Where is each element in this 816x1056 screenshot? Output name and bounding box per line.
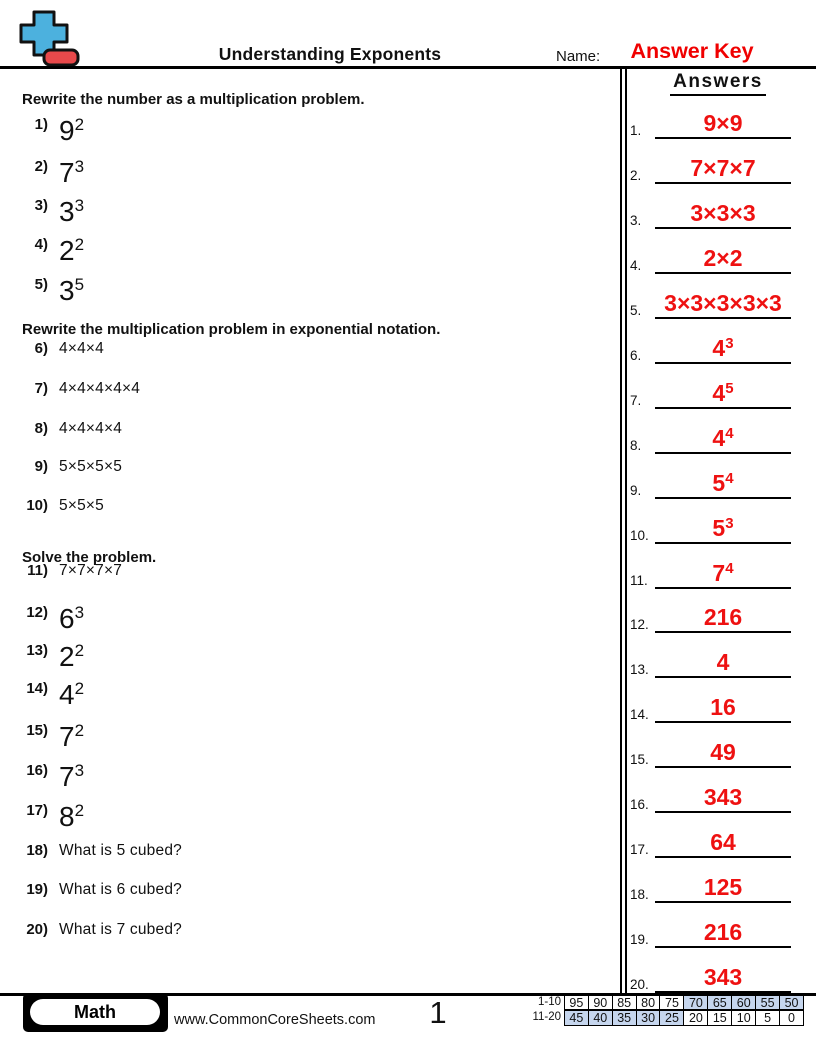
score-cell: 55: [755, 995, 780, 1011]
question-expression: $7^2$: [59, 721, 85, 752]
answer-number: 13.: [630, 662, 649, 677]
score-cell: 35: [612, 1010, 637, 1026]
answer-value: 125: [703, 874, 743, 900]
answer-value: 3×3×3: [690, 200, 756, 226]
answer-value: 7×7×7: [690, 155, 756, 181]
answer-value: 2×2: [703, 245, 743, 271]
question-expression: What is 7 cubed?: [59, 921, 182, 938]
exponent-superscript: 2: [74, 721, 85, 740]
section-instruction: Rewrite the number as a multiplication problem.: [22, 91, 365, 108]
answer-value: $5^4$: [712, 470, 734, 496]
header-rule: [0, 66, 816, 69]
answer-blank-line: [655, 856, 791, 858]
score-cell: 70: [683, 995, 708, 1011]
score-cell: 85: [612, 995, 637, 1011]
answer-row: [620, 781, 816, 815]
question-row: [14, 680, 84, 709]
question-expression: 5×5×5: [59, 497, 104, 514]
website-url: www.CommonCoreSheets.com: [174, 1012, 376, 1028]
answer-value: 4: [716, 649, 730, 675]
question-expression: $3^3$: [59, 196, 85, 227]
answer-row: [620, 601, 816, 635]
question-expression: 5×5×5×5: [59, 458, 123, 475]
score-cell: 75: [659, 995, 684, 1011]
answer-number: 19.: [630, 932, 649, 947]
answer-blank-line: [655, 407, 791, 409]
question-expression: $6^3$: [59, 603, 85, 634]
question-number: 5): [34, 276, 48, 293]
answer-row: [620, 377, 816, 411]
exponent-superscript: 3: [725, 515, 734, 532]
question-row: [14, 236, 84, 265]
answer-number: 3.: [630, 213, 642, 228]
exponent-superscript: 2: [74, 115, 85, 134]
answer-value: $4^3$: [712, 335, 734, 361]
question-row: [14, 340, 104, 359]
question-number: 12): [26, 604, 48, 621]
question-expression: 7×7×7×7: [59, 562, 123, 579]
exponent-superscript: 3: [74, 157, 85, 176]
answer-row: [620, 512, 816, 546]
question-number: 8): [34, 420, 48, 437]
answer-blank-line: [655, 676, 791, 678]
question-number: 17): [26, 802, 48, 819]
question-number: 4): [34, 236, 48, 253]
answer-blank-line: [655, 946, 791, 948]
answer-number: 11.: [630, 573, 648, 588]
answer-row: [620, 152, 816, 186]
answer-value: 216: [703, 919, 743, 945]
question-number: 13): [26, 642, 48, 659]
answer-number: 12.: [630, 617, 649, 632]
score-row-label: 11-20: [532, 1011, 561, 1024]
answer-row: [620, 736, 816, 770]
answer-row: [620, 871, 816, 905]
answer-blank-line: [655, 497, 791, 499]
exponent-superscript: 3: [74, 603, 85, 622]
question-number: 14): [26, 680, 48, 697]
name-label: Name:: [556, 48, 601, 65]
answer-row: [620, 422, 816, 456]
score-table-row: [507, 1010, 804, 1026]
answer-value: 343: [703, 784, 743, 810]
answers-title: Answers: [670, 71, 766, 96]
answer-row: [620, 646, 816, 680]
answer-blank-line: [655, 901, 791, 903]
question-row: [14, 881, 182, 900]
question-row: [14, 380, 140, 399]
answer-number: 9.: [630, 483, 642, 498]
answer-blank-line: [655, 272, 791, 274]
exponent-superscript: 4: [725, 560, 734, 577]
question-row: [14, 762, 84, 791]
question-row: [14, 497, 104, 516]
answer-blank-line: [655, 452, 791, 454]
question-number: 1): [34, 116, 48, 133]
answer-blank-line: [655, 721, 791, 723]
exponent-superscript: 2: [74, 679, 85, 698]
score-cell: 5: [755, 1010, 780, 1026]
page-title: Understanding Exponents: [218, 44, 442, 64]
score-cell: 50: [779, 995, 804, 1011]
answer-blank-line: [655, 811, 791, 813]
exponent-superscript: 3: [725, 335, 734, 352]
answer-number: 17.: [630, 842, 649, 857]
question-row: [14, 420, 122, 439]
exponent-superscript: 2: [74, 235, 85, 254]
answer-value: $7^4$: [712, 560, 734, 586]
question-expression: $7^3$: [59, 157, 85, 188]
exponent-superscript: 4: [725, 425, 734, 442]
answer-row: [620, 467, 816, 501]
question-expression: $4^2$: [59, 679, 85, 710]
question-number: 7): [34, 380, 48, 397]
answer-row: [620, 916, 816, 950]
answer-blank-line: [655, 587, 791, 589]
question-row: [14, 604, 84, 633]
question-row: [14, 921, 182, 940]
question-number: 9): [34, 458, 48, 475]
question-number: 16): [26, 762, 48, 779]
score-cell: 45: [564, 1010, 589, 1026]
answer-value: 216: [703, 604, 743, 630]
question-number: 19): [26, 881, 48, 898]
score-table-row: [507, 995, 804, 1011]
score-cell: 80: [636, 995, 661, 1011]
answer-blank-line: [655, 766, 791, 768]
answer-row: [620, 961, 816, 995]
question-row: [14, 276, 84, 305]
question-expression: $2^2$: [59, 641, 85, 672]
exponent-superscript: 3: [74, 761, 85, 780]
question-number: 15): [26, 722, 48, 739]
question-number: 3): [34, 197, 48, 214]
answer-blank-line: [655, 317, 791, 319]
question-expression: $9^2$: [59, 115, 85, 146]
answer-value: $4^5$: [712, 380, 734, 406]
question-expression: 4×4×4×4: [59, 420, 123, 437]
answer-value: 16: [710, 694, 736, 720]
question-row: [14, 116, 84, 145]
question-row: [14, 722, 84, 751]
exponent-superscript: 5: [725, 380, 734, 397]
answer-row: [620, 197, 816, 231]
question-expression: What is 6 cubed?: [59, 881, 182, 898]
section-instruction: Rewrite the multiplication problem in exponential notation.: [22, 321, 441, 338]
answer-value: 3×3×3×3×3: [664, 290, 782, 316]
score-cell: 0: [779, 1010, 804, 1026]
answer-blank-line: [655, 542, 791, 544]
answer-key-label: Answer Key: [630, 39, 754, 63]
score-cell: 30: [636, 1010, 661, 1026]
page-number: 1: [429, 995, 447, 1030]
exponent-superscript: 5: [74, 275, 85, 294]
answer-row: [620, 826, 816, 860]
question-expression: What is 5 cubed?: [59, 842, 182, 859]
question-expression: $7^3$: [59, 761, 85, 792]
answer-value: 64: [710, 829, 736, 855]
answer-row: [620, 107, 816, 141]
answer-number: 8.: [630, 438, 642, 453]
question-row: [14, 562, 122, 581]
score-cell: 25: [659, 1010, 684, 1026]
score-cell: 65: [707, 995, 732, 1011]
score-cell: 90: [588, 995, 613, 1011]
question-row: [14, 197, 84, 226]
answer-number: 10.: [630, 528, 649, 543]
answer-blank-line: [655, 137, 791, 139]
question-row: [14, 842, 182, 861]
answer-row: [620, 287, 816, 321]
answer-number: 6.: [630, 348, 642, 363]
answer-row: [620, 242, 816, 276]
question-number: 10): [26, 497, 48, 514]
subject-badge: [23, 993, 168, 1032]
question-number: 18): [26, 842, 48, 859]
question-expression: $2^2$: [59, 235, 85, 266]
answer-number: 20.: [630, 977, 649, 992]
answer-value: 49: [710, 739, 736, 765]
exponent-superscript: 2: [74, 641, 85, 660]
question-number: 20): [26, 921, 48, 938]
answer-number: 1.: [630, 123, 642, 138]
score-cell: 10: [731, 1010, 756, 1026]
question-row: [14, 158, 84, 187]
answer-blank-line: [655, 227, 791, 229]
score-cell: 15: [707, 1010, 732, 1026]
score-cell: 20: [683, 1010, 708, 1026]
score-cell: 60: [731, 995, 756, 1011]
answers-panel-header: [620, 71, 816, 96]
score-cell: 95: [564, 995, 589, 1011]
answer-blank-line: [655, 362, 791, 364]
answer-blank-line: [655, 631, 791, 633]
answer-number: 2.: [630, 168, 642, 183]
answer-row: [620, 332, 816, 366]
score-row-label: 1-10: [537, 995, 561, 1008]
answer-number: 18.: [630, 887, 649, 902]
question-expression: $8^2$: [59, 801, 85, 832]
answer-number: 16.: [630, 797, 649, 812]
answer-value: 343: [703, 964, 743, 990]
math-plus-minus-logo-icon: [16, 8, 108, 70]
answer-row: [620, 691, 816, 725]
score-cell: 40: [588, 1010, 613, 1026]
question-expression: 4×4×4: [59, 340, 104, 357]
exponent-superscript: 3: [74, 196, 85, 215]
question-row: [14, 642, 84, 671]
section-instruction: Solve the problem.: [22, 549, 157, 566]
answer-number: 7.: [630, 393, 642, 408]
answer-number: 4.: [630, 258, 642, 273]
answer-number: 5.: [630, 303, 642, 318]
question-row: [14, 802, 84, 831]
answer-number: 15.: [630, 752, 649, 767]
question-row: [14, 458, 122, 477]
answer-blank-line: [655, 182, 791, 184]
exponent-superscript: 2: [74, 801, 85, 820]
subject-label: Math: [30, 999, 160, 1025]
question-expression: $3^5$: [59, 275, 85, 306]
answer-number: 14.: [630, 707, 649, 722]
question-number: 11): [27, 562, 48, 579]
answer-row: [620, 557, 816, 591]
answer-value: $5^3$: [712, 515, 734, 541]
question-expression: 4×4×4×4×4: [59, 380, 141, 397]
answer-value: $4^4$: [712, 425, 734, 451]
question-number: 2): [34, 158, 48, 175]
exponent-superscript: 4: [725, 470, 734, 487]
question-number: 6): [34, 340, 48, 357]
answer-value: 9×9: [703, 110, 743, 136]
